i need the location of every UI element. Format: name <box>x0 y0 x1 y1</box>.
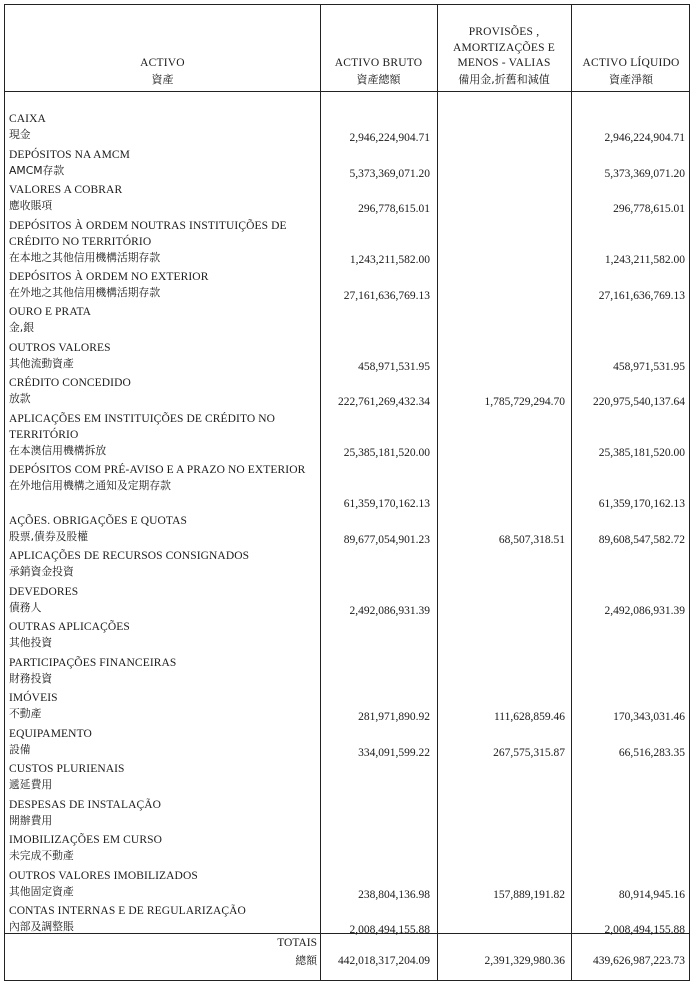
row-label-pt: CUSTOS PLURIENAIS <box>9 763 125 775</box>
row-label <box>9 832 315 864</box>
row-label <box>9 111 315 143</box>
row-label <box>9 269 315 301</box>
row-label-zh: 財務投資 <box>9 671 53 685</box>
row-label-pt: OURO E PRATA <box>9 306 92 318</box>
header-prov-line: PROVISÕES , <box>468 26 540 38</box>
row-label-zh: 現金 <box>9 128 31 141</box>
row-activo-liquido: 61,359,170,162.13 <box>598 498 685 510</box>
row-label <box>9 619 315 651</box>
row-label <box>9 655 315 687</box>
header-activo-pt: ACTIVO <box>140 57 185 69</box>
row-label-pt: OUTROS VALORES IMOBILIZADOS <box>9 869 198 882</box>
row-label-pt: PARTICIPAÇÕES FINANCEIRAS <box>9 656 177 669</box>
table-row <box>5 513 691 549</box>
header-prov-zh: 備用金,折舊和減值 <box>458 72 550 86</box>
row-label-zh: 應收賬項 <box>9 199 53 212</box>
row-label-zh: 金,銀 <box>9 321 35 334</box>
asset-rows <box>5 111 691 939</box>
row-label-zh: 在外地信用機構之通知及定期存款 <box>9 478 171 492</box>
row-label <box>9 513 315 545</box>
row-activo-bruto: 296,778,615.01 <box>358 203 430 215</box>
row-label-pt: OUTROS VALORES <box>9 341 111 354</box>
row-activo-liquido: 2,492,086,931.39 <box>604 604 685 617</box>
row-label-pt: EQUIPAMENTO <box>9 727 92 740</box>
row-label <box>9 761 315 793</box>
row-label <box>9 304 315 336</box>
row-activo-liquido: 25,385,181,520.00 <box>598 447 685 459</box>
row-provisoes: 267,575,315.87 <box>493 746 565 759</box>
row-activo-liquido: 5,373,369,071.20 <box>604 167 685 180</box>
row-label <box>9 218 315 266</box>
row-label <box>9 548 315 580</box>
totals-label-pt: TOTAIS <box>277 937 317 949</box>
totals-provisoes: 2,391,329,980.36 <box>484 955 565 967</box>
row-label-zh: 其他投資 <box>9 636 53 649</box>
row-label-pt: DEPÓSITOS À ORDEM NOUTRAS INSTITUIÇÕES DE CRÉDITO NO TERRITÓRIO <box>9 219 287 248</box>
header-bruto-pt: ACTIVO BRUTO <box>334 57 423 69</box>
table-row <box>5 797 691 833</box>
row-label-zh: 設備 <box>9 742 31 756</box>
row-label <box>9 340 315 372</box>
row-label <box>9 375 315 407</box>
balance-sheet <box>4 4 690 981</box>
header-liquido-zh: 資產淨額 <box>609 72 653 86</box>
table-row <box>5 619 691 655</box>
table-row <box>5 182 691 218</box>
row-activo-bruto: 2,008,494,155.88 <box>349 924 430 936</box>
header-activo-liquido <box>571 5 691 91</box>
row-activo-bruto: 238,804,136.98 <box>358 888 430 901</box>
row-label <box>9 726 315 758</box>
row-label-zh: 放款 <box>9 392 31 405</box>
header-bruto-zh: 資產總額 <box>356 72 401 86</box>
row-activo-bruto: 27,161,636,769.13 <box>343 289 430 302</box>
row-activo-liquido: 80,914,945.16 <box>618 888 685 901</box>
row-label-zh: 其他固定資產 <box>9 884 74 898</box>
row-label-pt: AÇÕES. OBRIGAÇÕES E QUOTAS <box>9 514 188 527</box>
row-label-pt: CONTAS INTERNAS E DE REGULARIZAÇÃO <box>9 905 246 917</box>
header-prov-line: MENOS - VALIAS <box>457 57 551 69</box>
row-label-pt: DEVEDORES <box>9 585 79 598</box>
table-row <box>5 832 691 868</box>
row-label-zh: AMCM存款 <box>9 163 65 177</box>
table-row <box>5 584 691 620</box>
row-activo-liquido: 66,516,283.35 <box>618 746 685 759</box>
row-label-pt: VALORES A COBRAR <box>9 184 123 196</box>
table-row <box>5 340 691 376</box>
row-provisoes: 1,785,729,294.70 <box>484 396 565 408</box>
row-label-zh: 承銷資金投資 <box>9 565 74 578</box>
row-label-pt: APLICAÇÕES EM INSTITUIÇÕES DE CRÉDITO NO TERRITÓRIO <box>9 412 276 441</box>
row-label <box>9 411 315 459</box>
row-label-pt: DEPÓSITOS COM PRÉ-AVISO E A PRAZO NO EXTERIOR <box>9 463 306 476</box>
table-row <box>5 761 691 797</box>
row-activo-bruto: 2,492,086,931.39 <box>349 604 430 617</box>
row-provisoes: 157,889,191.82 <box>493 888 565 901</box>
row-activo-bruto: 25,385,181,520.00 <box>343 447 430 459</box>
row-label <box>9 182 315 214</box>
row-activo-bruto: 5,373,369,071.20 <box>349 167 430 180</box>
row-label <box>9 903 315 935</box>
table-row <box>5 218 691 269</box>
header-activo <box>5 5 320 91</box>
row-label-pt: DESPESAS DE INSTALAÇÃO <box>9 798 162 811</box>
row-label-pt: APLICAÇÕES DE RECURSOS CONSIGNADOS <box>9 550 250 562</box>
header-liquido-pt: ACTIVO LÍQUIDO <box>582 57 680 69</box>
table-row <box>5 269 691 305</box>
row-label-zh: 在本澳信用機構拆放 <box>9 443 107 457</box>
totals-row <box>5 933 691 982</box>
row-label <box>9 868 315 900</box>
table-row <box>5 111 691 147</box>
row-activo-bruto: 2,946,224,904.71 <box>349 132 430 144</box>
row-label-zh: 遞延費用 <box>9 778 53 791</box>
row-label <box>9 147 315 179</box>
row-label-pt: CAIXA <box>9 113 46 125</box>
table-row <box>5 548 691 584</box>
row-activo-liquido: 2,008,494,155.88 <box>604 924 685 936</box>
row-label-zh: 在外地之其他信用機構活期存款 <box>9 285 161 299</box>
row-provisoes: 111,628,859.46 <box>493 711 565 723</box>
row-label <box>9 690 315 722</box>
row-activo-bruto: 222,761,269,432.34 <box>338 396 430 408</box>
row-label-zh: 內部及調整賬 <box>9 920 74 933</box>
row-activo-liquido: 170,343,031.46 <box>613 711 685 723</box>
row-activo-liquido: 296,778,615.01 <box>613 203 685 215</box>
header-activo-zh: 資產 <box>151 72 174 86</box>
header-prov-line: AMORTIZAÇÕES E <box>452 41 556 54</box>
totals-bruto: 442,018,317,204.09 <box>338 955 430 967</box>
table-row <box>5 690 691 726</box>
row-label-pt: IMOBILIZAÇÕES EM CURSO <box>9 834 162 846</box>
row-label <box>9 797 315 829</box>
row-activo-liquido: 2,946,224,904.71 <box>604 132 685 144</box>
header-activo-bruto <box>320 5 437 91</box>
row-activo-liquido: 1,243,211,582.00 <box>604 254 685 266</box>
row-label-zh: 不動產 <box>9 707 42 720</box>
table-row <box>5 726 691 762</box>
row-activo-liquido: 27,161,636,769.13 <box>598 289 685 302</box>
table-row <box>5 147 691 183</box>
row-activo-bruto: 281,971,890.92 <box>358 711 430 723</box>
table-row <box>5 462 691 513</box>
row-provisoes: 68,507,318.51 <box>498 533 565 546</box>
row-label-zh: 開辦費用 <box>9 813 53 827</box>
row-activo-liquido: 458,971,531.95 <box>613 360 685 373</box>
row-activo-bruto: 334,091,599.22 <box>358 746 430 759</box>
row-label-pt: CRÉDITO CONCEDIDO <box>9 377 131 389</box>
row-label-zh: 未完成不動產 <box>9 849 74 862</box>
row-label-pt: DEPÓSITOS À ORDEM NO EXTERIOR <box>9 270 209 283</box>
header-divider <box>5 91 689 92</box>
row-activo-bruto: 61,359,170,162.13 <box>343 498 430 510</box>
row-activo-liquido: 89,608,547,582.72 <box>598 533 685 546</box>
row-label-pt: IMÓVEIS <box>9 692 58 704</box>
header-provisoes <box>437 5 571 91</box>
table-row <box>5 655 691 691</box>
table-row <box>5 375 691 411</box>
row-activo-bruto: 1,243,211,582.00 <box>349 254 430 266</box>
row-label <box>9 462 315 494</box>
row-activo-bruto: 458,971,531.95 <box>358 360 430 373</box>
totals-liquido: 439,626,987,223.73 <box>593 955 685 967</box>
row-activo-liquido: 220,975,540,137.64 <box>593 396 685 408</box>
row-label-zh: 在本地之其他信用機構活期存款 <box>9 250 161 264</box>
row-label-pt: DEPÓSITOS NA AMCM <box>9 148 130 161</box>
table-row <box>5 868 691 904</box>
totals-label-zh: 總額 <box>295 954 317 967</box>
table-row <box>5 304 691 340</box>
row-label-zh: 債務人 <box>9 600 42 614</box>
row-label-zh: 其他流動資產 <box>9 356 74 370</box>
row-activo-bruto: 89,677,054,901.23 <box>343 533 430 546</box>
row-label <box>9 584 315 616</box>
row-label-zh: 股票,債券及股權 <box>9 529 89 543</box>
table-row <box>5 411 691 462</box>
row-label-pt: OUTRAS APLICAÇÕES <box>9 621 130 633</box>
